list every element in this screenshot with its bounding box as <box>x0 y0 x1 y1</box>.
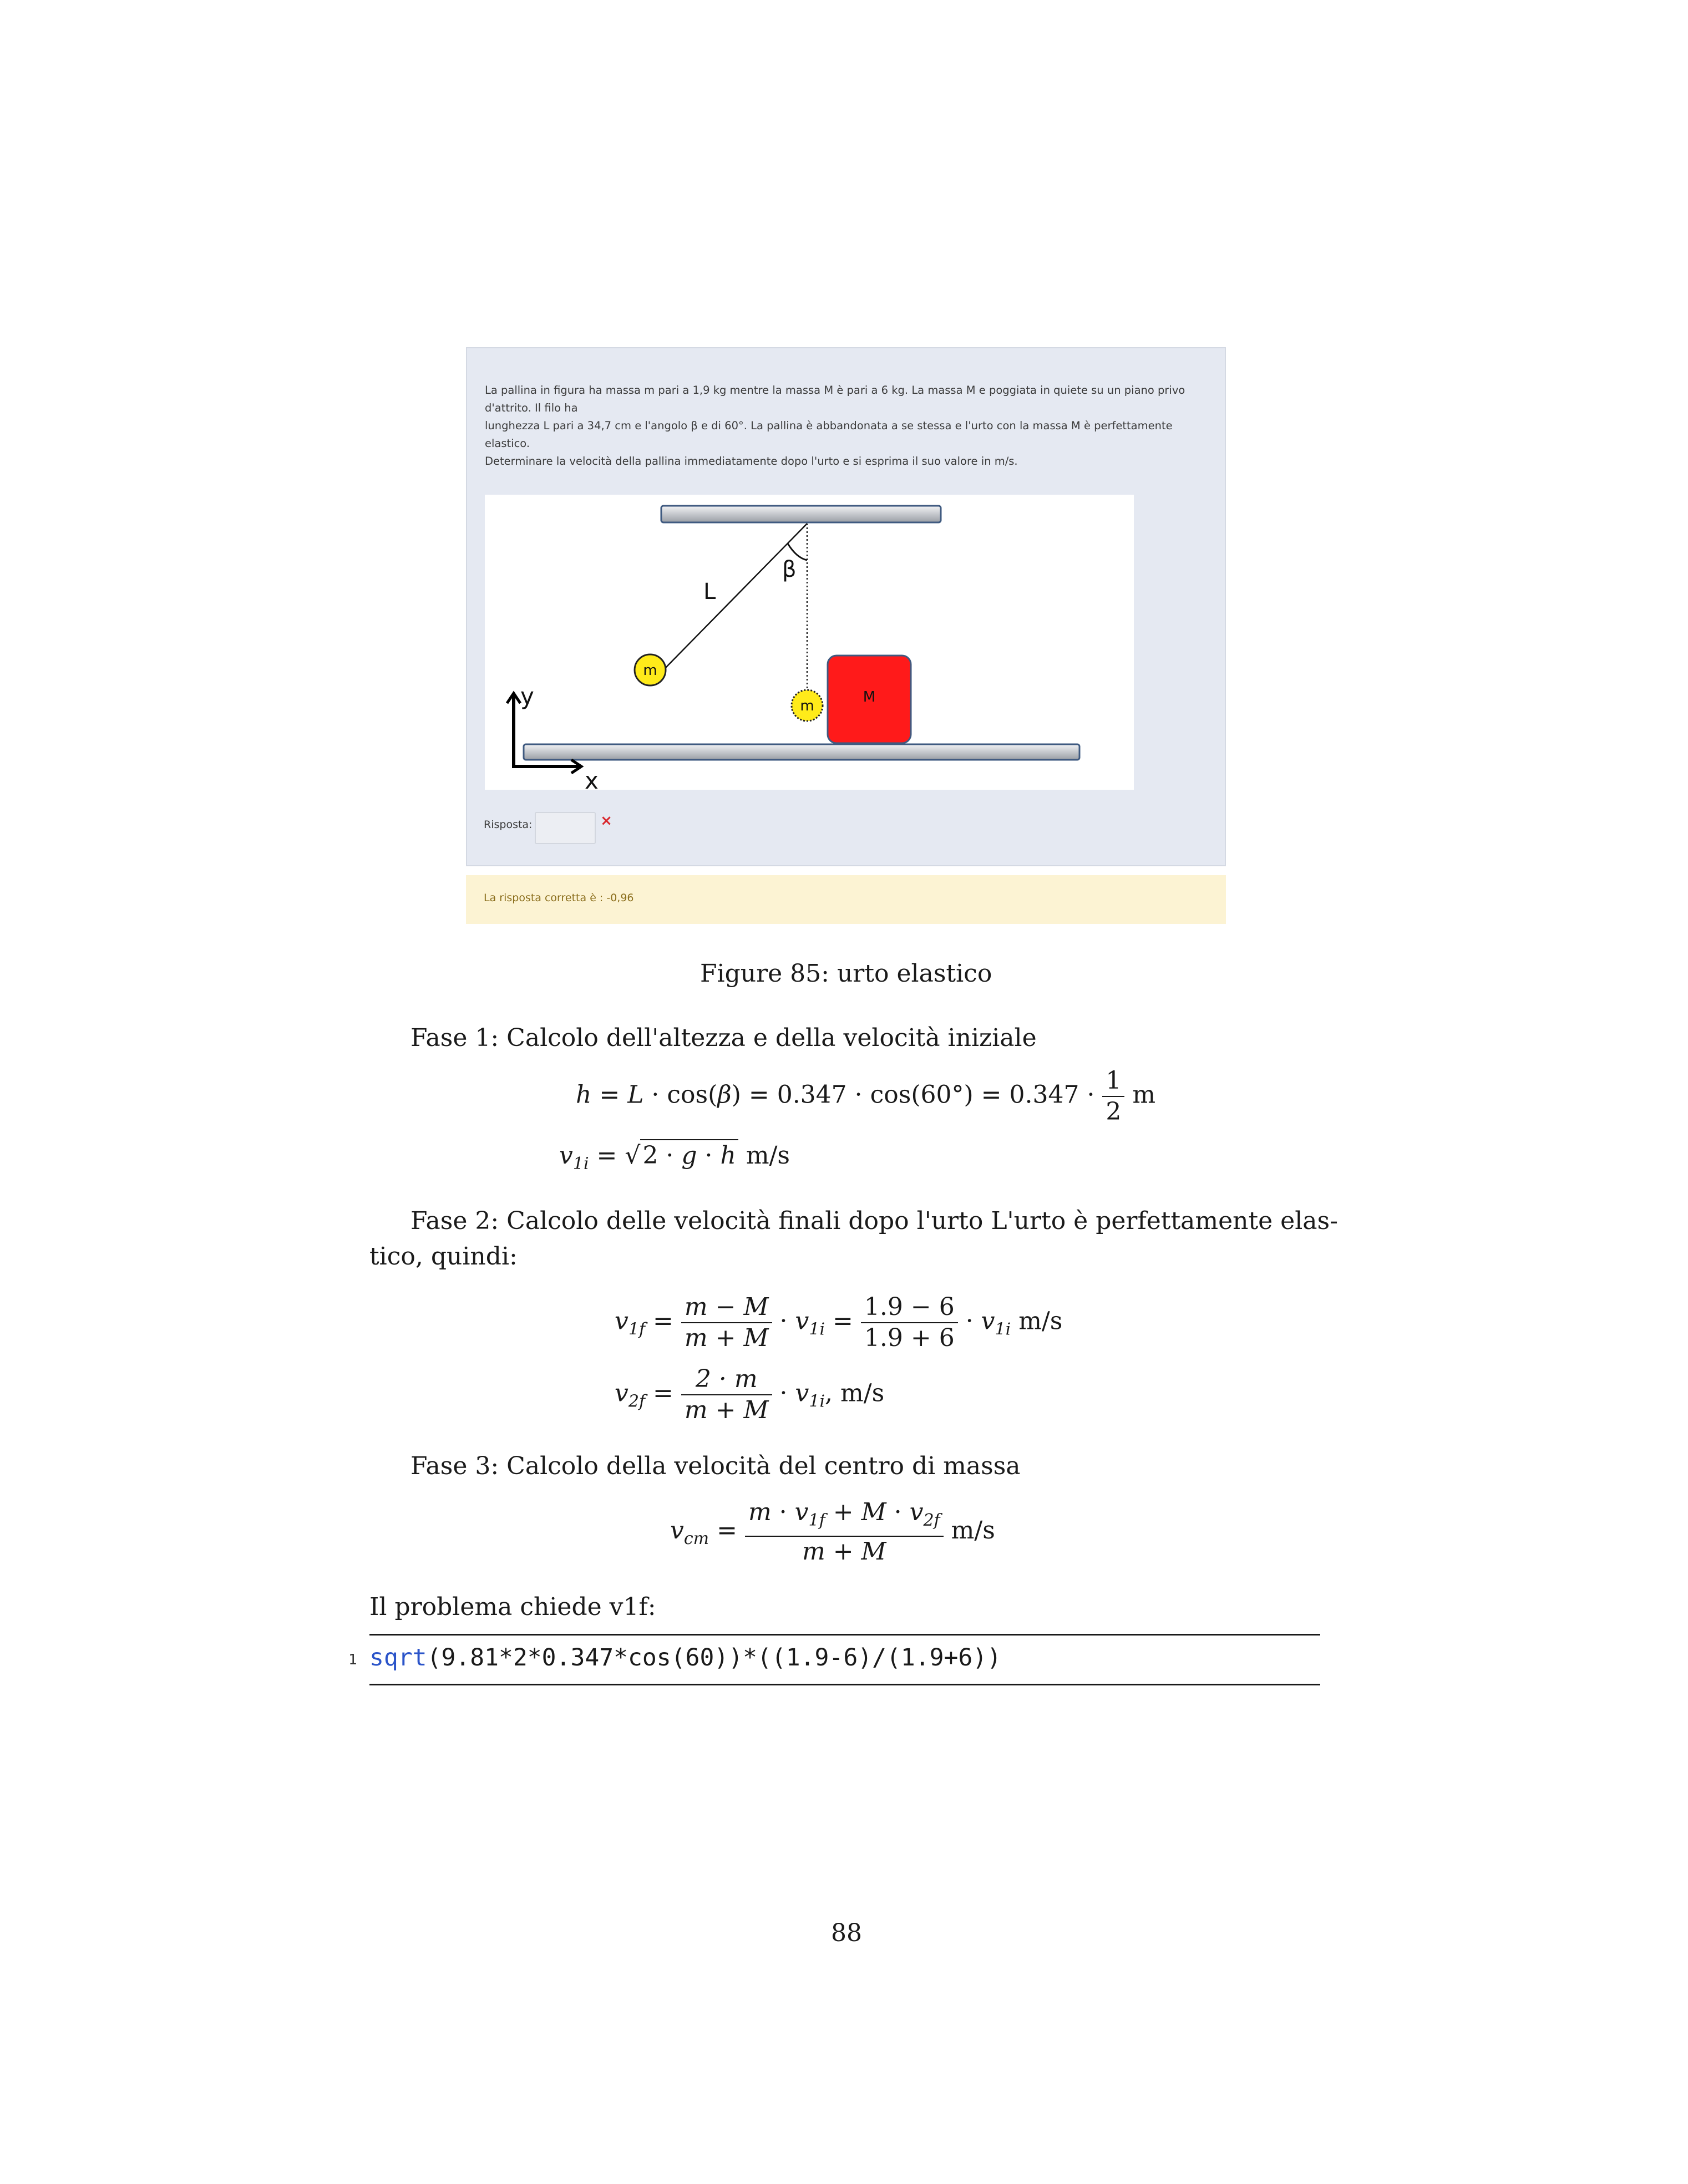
eq-v1f-den2: 1.9 + 6 <box>861 1322 958 1353</box>
eq-vcm-num-v2-sub: 2f <box>923 1511 940 1530</box>
eq-vcm-frac <box>745 1497 944 1567</box>
ball-dotted-label: m <box>800 698 814 714</box>
code-function: sqrt <box>369 1644 427 1672</box>
eq-h-L: L <box>627 1080 644 1109</box>
eq-v1i-sub: 1i <box>572 1154 589 1174</box>
eq-v1i-unit: m/s <box>738 1141 790 1170</box>
eq-h-unit: m <box>1124 1080 1156 1109</box>
eq-v1f-times2: · <box>957 1307 981 1335</box>
angle-label: β <box>782 557 797 582</box>
eq-h-cos-pre: · cos( <box>643 1080 718 1109</box>
eq-h-num: 1 <box>1106 1066 1122 1095</box>
code-line <box>369 1644 1001 1672</box>
eq-v1f-v1i-b-sub: 1i <box>995 1319 1011 1339</box>
eq-vcm-num-v2: v <box>909 1498 924 1526</box>
length-label: L <box>703 579 716 605</box>
eq-v1f-sub: 1f <box>628 1319 646 1339</box>
feedback-bar <box>466 875 1226 924</box>
eq-v1f-v: v <box>615 1307 628 1335</box>
eq-vcm-num-v1: v <box>794 1498 809 1526</box>
eq-v1i-dot: · <box>697 1141 721 1170</box>
figure-caption: Figure 85: urto elastico <box>700 959 992 988</box>
eq-v2f-num: 2 · m <box>695 1365 758 1393</box>
listing-bottom-rule <box>369 1684 1320 1685</box>
eq-h-lhs: h <box>576 1080 592 1109</box>
eq-v1f-frac1 <box>681 1292 772 1353</box>
eq-v2f-v1i: v <box>795 1379 809 1408</box>
eq-v1f-v1i: v <box>795 1307 809 1335</box>
equation-v2f <box>615 1364 884 1425</box>
eq-vcm-num-v1-sub: 1f <box>808 1511 825 1530</box>
code-args: (9.81*2*0.347*cos(60))*((1.9-6)/(1.9+6)) <box>427 1644 1002 1672</box>
eq-vcm-num-dot1: · <box>771 1498 795 1526</box>
fase2-heading-line2: tico, quindi: <box>369 1242 518 1271</box>
problem-asks: Il problema chiede v1f: <box>369 1593 656 1621</box>
fase3-heading: Fase 3: Calcolo della velocità del centro di massa <box>410 1452 1021 1480</box>
question-text <box>485 382 1206 470</box>
page-number: 88 <box>831 1919 862 1947</box>
eq-h-den: 2 <box>1102 1096 1124 1127</box>
eq-v2f-sub: 2f <box>628 1391 646 1411</box>
eq-v1i-a: 2 · <box>642 1141 682 1170</box>
eq-v1f-eq2: = <box>825 1307 861 1335</box>
x-axis-label: x <box>585 767 599 790</box>
eq-v1i-g: g <box>681 1141 697 1170</box>
eq-vcm-eq: = <box>709 1516 745 1545</box>
eq-h-fraction <box>1102 1066 1124 1127</box>
equation-vcm <box>670 1497 995 1567</box>
pendulum-figure <box>485 495 1134 790</box>
floor-bar <box>524 744 1079 760</box>
fase1-heading: Fase 1: Calcolo dell'altezza e della velocità iniziale <box>410 1024 1037 1052</box>
eq-vcm-v: v <box>670 1516 684 1545</box>
code-line-number: 1 <box>348 1652 357 1668</box>
y-axis-label: y <box>520 683 534 710</box>
eq-vcm-num-dot2: · <box>886 1498 910 1526</box>
eq-v1f-num2: 1.9 − 6 <box>864 1293 955 1321</box>
eq-v1f-unit: m/s <box>1011 1307 1063 1335</box>
equation-v1i <box>559 1141 790 1174</box>
eq-vcm-num-m: m <box>748 1498 772 1526</box>
fase2-heading-line1: Fase 2: Calcolo delle velocità finali dopo l'urto L'urto è perfettamente elas- <box>410 1207 1338 1235</box>
eq-vcm-den: m + M <box>745 1536 944 1567</box>
eq-v1f-v1i-sub: 1i <box>809 1319 825 1339</box>
eq-v1f-num: m − M <box>684 1293 769 1321</box>
eq-v1f-times: · <box>772 1307 795 1335</box>
ball-label: m <box>643 662 657 679</box>
wrong-answer-icon <box>600 815 612 827</box>
ceiling-bar <box>661 506 941 522</box>
eq-v1f-frac2 <box>861 1292 958 1353</box>
quiz-panel <box>466 347 1226 866</box>
eq-v1f-eq: = <box>645 1307 681 1335</box>
eq-vcm-unit: m/s <box>943 1516 995 1545</box>
eq-h-cos-post: ) = 0.347 · cos(60°) = 0.347 · <box>731 1080 1103 1109</box>
eq-v2f-eq: = <box>645 1379 681 1408</box>
sqrt-radicand <box>640 1139 738 1170</box>
block-label: M <box>863 689 876 705</box>
eq-v2f-times: · <box>772 1379 795 1408</box>
eq-v2f-v1i-sub: 1i <box>809 1391 825 1411</box>
eq-v1i-h: h <box>720 1141 736 1170</box>
equation-v1f <box>615 1292 1062 1353</box>
sqrt-sign: √ <box>625 1141 641 1170</box>
question-line: lunghezza L pari a 34,7 cm e l'angolo β e di 60°. La pallina è abbandonata a se stessa e l'urto con la massa M è perfettamente elastico. <box>485 419 1173 450</box>
pendulum-diagram <box>485 495 1134 790</box>
eq-h-eq: = <box>591 1080 628 1109</box>
answer-input[interactable] <box>535 812 596 844</box>
eq-h-beta: β <box>717 1080 732 1109</box>
eq-v2f-v: v <box>615 1379 628 1408</box>
eq-v1i-eq: = <box>589 1141 625 1170</box>
eq-v1f-den: m + M <box>681 1322 772 1353</box>
listing-top-rule <box>369 1634 1320 1636</box>
pendulum-string <box>662 524 807 671</box>
correct-answer-feedback: La risposta corretta è : -0,96 <box>484 892 634 904</box>
eq-vcm-num-plus: + <box>825 1498 861 1526</box>
eq-vcm-sub: cm <box>683 1529 709 1548</box>
eq-v1i-v: v <box>559 1141 573 1170</box>
eq-v1f-v1i-b: v <box>981 1307 995 1335</box>
eq-v2f-den: m + M <box>681 1394 772 1425</box>
eq-vcm-num <box>745 1497 944 1536</box>
eq-vcm-num-M: M <box>861 1498 886 1526</box>
question-line: La pallina in figura ha massa m pari a 1,9 kg mentre la massa M è pari a 6 kg. La massa M e poggiata in quiete su un piano privo d'attrito. Il filo ha <box>485 384 1185 414</box>
equation-height <box>576 1066 1155 1127</box>
eq-v2f-frac <box>681 1364 772 1425</box>
wrong-mark: × <box>600 815 612 827</box>
answer-label: Risposta: <box>484 819 533 831</box>
question-line: Determinare la velocità della pallina immediatamente dopo l'urto e si esprima il suo valore in m/s. <box>485 455 1018 468</box>
eq-v2f-unit: , m/s <box>825 1379 885 1408</box>
